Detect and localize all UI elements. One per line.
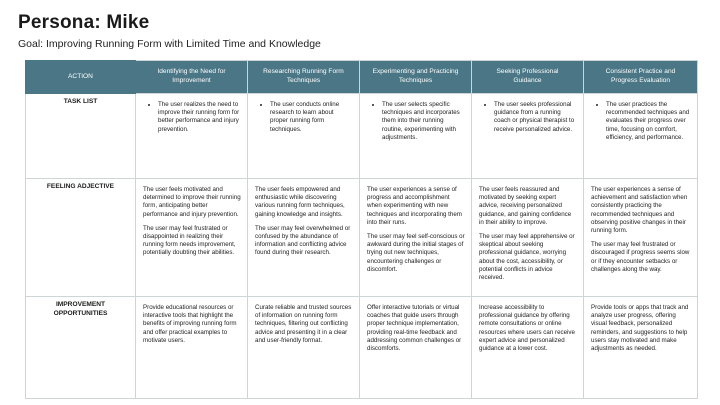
task-item: • The user selects specific techniques and incorporates them into their running routine, experimenting with adjustments. — [382, 101, 465, 142]
feeling-negative-text: The user may feel apprehensive or skeptical about seeking professional guidance, worrying about the cost, accessibility, or potential conflicts in advice received. — [479, 232, 575, 281]
feeling-positive-text: The user feels empowered and enthusiastic while discovering various running form techniques, gaining knowledge and insights. — [255, 186, 345, 218]
column-header-seeking: Seeking Professional Guidance — [472, 61, 584, 94]
column-header-action: ACTION — [26, 61, 136, 94]
task-item: • The user seeks professional guidance from a running coach or physical therapist to receive personalized advice. — [494, 101, 577, 134]
task-item: • The user realizes the need to improve their running form for better performance and injury prevention. — [158, 101, 241, 134]
improvement-text: Offer interactive tutorials or virtual coaches that guide users through proper technique implementation, providing real-time feedback and addressing common challenges or discomforts. — [367, 304, 462, 352]
feeling-cell — [248, 179, 360, 297]
task-item: • The user conducts online research to learn about proper running form techniques. — [270, 101, 353, 134]
column-header-identifying: Identifying the Need for Improvement — [136, 61, 248, 94]
feeling-cell — [136, 179, 248, 297]
task-cell — [136, 94, 248, 179]
improvement-text: Provide educational resources or interactive tools that highlight the benefits of improving running form and offer practical examples to motivate users. — [143, 304, 237, 344]
improvement-cell — [472, 297, 584, 399]
persona-goal: Goal: Improving Running Form with Limited Time and Knowledge — [18, 38, 321, 50]
feeling-positive-text: The user experiences a sense of achievement and satisfaction when consistently practicing the recommended techniques and observing positive changes in their running form. — [591, 186, 688, 234]
header-row — [26, 61, 698, 94]
improvement-text: Curate reliable and trusted sources of information on running form techniques, filtering out conflicting advice and presenting it in a clear and user-friendly format. — [255, 304, 352, 344]
feeling-cell — [472, 179, 584, 297]
persona-title: Persona: Mike — [18, 12, 150, 33]
improvement-cell — [360, 297, 472, 399]
column-header-consistent: Consistent Practice and Progress Evaluation — [584, 61, 698, 94]
feeling-cell — [584, 179, 698, 297]
journey-map-table — [25, 60, 698, 399]
feeling-positive-text: The user feels reassured and motivated by seeking expert advice, receiving personalized guidance, and gaining confidence in their ability to improve. — [479, 186, 572, 226]
task-cell — [248, 94, 360, 179]
feeling-negative-text: The user may feel frustrated or disappointed in realizing their running form needs improvement, potentially doubting their abilities. — [143, 224, 236, 257]
row-header-task-list: TASK LIST — [26, 94, 136, 179]
feeling-negative-text: The user may feel frustrated or discouraged if progress seems slow or if they encounter setbacks or challenges along the way. — [591, 241, 690, 273]
column-header-researching: Researching Running Form Techniques — [248, 61, 360, 94]
task-cell — [360, 94, 472, 179]
feeling-negative-text: The user may feel self-conscious or awkward during the initial stages of trying out new techniques, encountering challenges or discomfort. — [367, 232, 465, 273]
improvement-cell — [248, 297, 360, 399]
task-cell — [472, 94, 584, 179]
task-cell — [584, 94, 698, 179]
improvement-text: Increase accessibility to professional guidance by offering remote consultations or online resources where users can receive expert advice and personalized guidance at a lower cost. — [479, 304, 575, 352]
task-item: • The user practices the recommended techniques and evaluates their progress over time, focusing on comfort, efficiency, and performance. — [606, 101, 691, 142]
improvement-cell — [136, 297, 248, 399]
row-header-improvement-opportunities: IMPROVEMENT OPPORTUNITIES — [26, 297, 136, 399]
improvement-cell — [584, 297, 698, 399]
column-header-experimenting: Experimenting and Practicing Techniques — [360, 61, 472, 94]
row-header-feeling-adjective: FEELING ADJECTIVE — [26, 179, 136, 297]
feeling-positive-text: The user experiences a sense of progress and accomplishment when experimenting with new techniques and incorporating them into their runs. — [367, 186, 462, 226]
feeling-positive-text: The user feels motivated and determined to improve their running form, anticipating better performance and injury prevention. — [143, 186, 241, 218]
table-row-improvement-opportunities — [26, 297, 698, 399]
table-row-feeling-adjective — [26, 179, 698, 297]
feeling-cell — [360, 179, 472, 297]
improvement-text: Provide tools or apps that track and analyze user progress, offering visual feedback, personalized reminders, and suggestions to help users stay motivated and make adjustments as needed. — [591, 304, 689, 352]
feeling-negative-text: The user may feel overwhelmed or confused by the abundance of information and conflicting advice found during their research. — [255, 224, 351, 257]
table-row-task-list — [26, 94, 698, 179]
